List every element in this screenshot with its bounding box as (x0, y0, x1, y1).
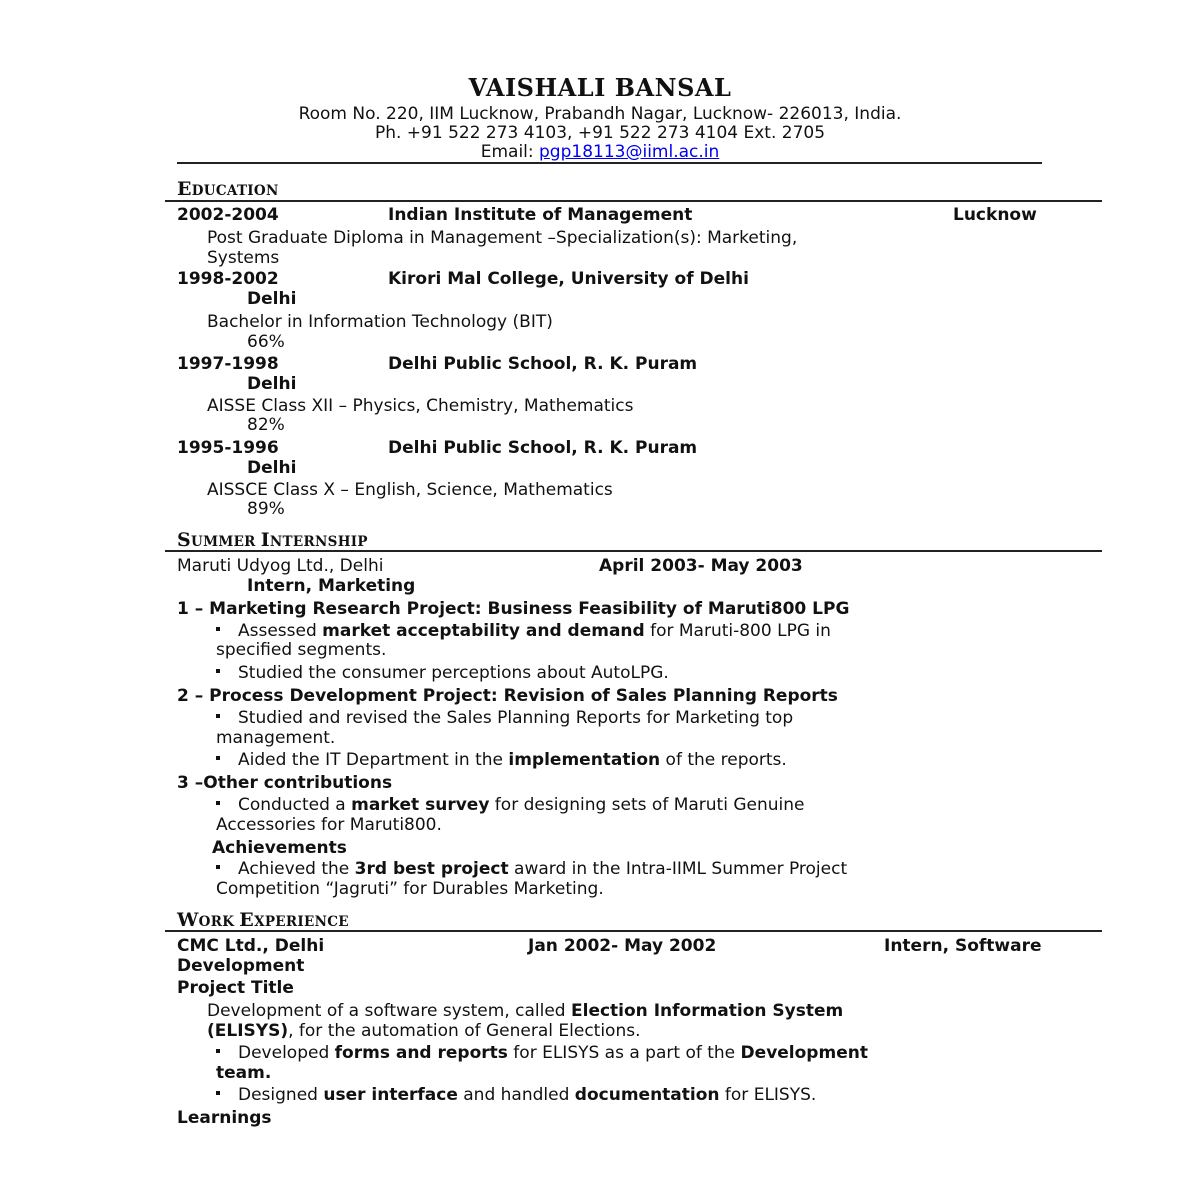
email-link[interactable]: pgp18113@iiml.ac.in (539, 142, 720, 162)
edu-score: 66% (247, 332, 285, 352)
internship-dates: April 2003- May 2003 (599, 556, 803, 576)
edu-detail-cont: Systems (207, 248, 280, 268)
edu-score: 82% (247, 415, 285, 435)
edu-score: 89% (247, 499, 285, 519)
candidate-name: VAISHALI BANSAL (468, 73, 732, 102)
bullet-item: Developed forms and reports for ELISYS as a part of the Development (216, 1043, 868, 1063)
bullet-item: Assessed market acceptability and demand for Maruti-800 LPG in (216, 621, 831, 641)
edu-place: Lucknow (953, 205, 1037, 225)
project-description: Development of a software system, called Election Information System (207, 1001, 844, 1021)
bullet-icon (216, 627, 220, 631)
achievements-label: Achievements (212, 838, 347, 858)
bullet-icon (216, 865, 220, 869)
phone: Ph. +91 522 273 4103, +91 522 273 4104 Ext. 2705 (374, 123, 826, 143)
bullet-icon (216, 1049, 220, 1053)
project-title: 3 –Other contributions (177, 773, 393, 793)
edu-detail: AISSCE Class X – English, Science, Mathematics (207, 480, 613, 500)
edu-place: Delhi (247, 458, 297, 478)
email-label: Email: (480, 142, 540, 162)
bullet-item: Studied and revised the Sales Planning Reports for Marketing top (216, 708, 793, 728)
work-role: Intern, Software (884, 936, 1042, 956)
bullet-icon (216, 801, 220, 805)
bullet-item: Conducted a market survey for designing sets of Maruti Genuine (216, 795, 805, 815)
address: Room No. 220, IIM Lucknow, Prabandh Nagar, Lucknow- 226013, India. (298, 104, 902, 124)
work-divider (165, 930, 1102, 932)
bullet-item-cont: team. (216, 1063, 272, 1083)
edu-place: Delhi (247, 289, 297, 309)
bullet-icon (216, 1091, 220, 1095)
edu-years: 1998-2002 (177, 269, 279, 289)
bullet-item: Studied the consumer perceptions about AutoLPG. (216, 663, 669, 683)
work-role-cont: Development (177, 956, 305, 976)
edu-detail: AISSE Class XII – Physics, Chemistry, Mathematics (207, 396, 634, 416)
edu-institution: Delhi Public School, R. K. Puram (388, 438, 698, 458)
bullet-item-cont: Accessories for Maruti800. (216, 815, 442, 835)
header-divider (177, 162, 1042, 164)
bullet-icon (216, 756, 220, 760)
project-description-cont: (ELISYS), for the automation of General Elections. (207, 1021, 641, 1041)
learnings-label: Learnings (177, 1108, 272, 1128)
bullet-item-cont: specified segments. (216, 640, 387, 660)
edu-years: 1995-1996 (177, 438, 279, 458)
email-line (0, 142, 1200, 162)
edu-place: Delhi (247, 374, 297, 394)
bullet-item: Designed user interface and handled documentation for ELISYS. (216, 1085, 816, 1105)
bullet-item-cont: Competition “Jagruti” for Durables Marketing. (216, 879, 604, 899)
work-company: CMC Ltd., Delhi (177, 936, 325, 956)
internship-divider (165, 550, 1102, 552)
bullet-item: Achieved the 3rd best project award in the Intra-IIML Summer Project (216, 859, 847, 879)
project-title: 2 – Process Development Project: Revision of Sales Planning Reports (177, 686, 838, 706)
edu-detail: Bachelor in Information Technology (BIT) (207, 312, 553, 332)
internship-role: Intern, Marketing (247, 576, 416, 596)
bullet-icon (216, 714, 220, 718)
bullet-icon (216, 669, 220, 673)
work-heading: WORK EXPERIENCE (177, 909, 349, 931)
edu-institution: Indian Institute of Management (388, 205, 693, 225)
project-title: 1 – Marketing Research Project: Business Feasibility of Maruti800 LPG (177, 599, 850, 619)
work-dates: Jan 2002- May 2002 (528, 936, 717, 956)
education-divider (165, 200, 1102, 202)
edu-detail: Post Graduate Diploma in Management –Specialization(s): Marketing, (207, 228, 798, 248)
edu-years: 1997-1998 (177, 354, 279, 374)
internship-heading: SUMMER INTERNSHIP (177, 529, 368, 551)
project-title-label: Project Title (177, 978, 294, 998)
internship-company: Maruti Udyog Ltd., Delhi (177, 556, 384, 576)
edu-years: 2002-2004 (177, 205, 279, 225)
education-heading: EDUCATION (177, 178, 279, 200)
edu-institution: Delhi Public School, R. K. Puram (388, 354, 698, 374)
edu-institution: Kirori Mal College, University of Delhi (388, 269, 749, 289)
bullet-item-cont: management. (216, 728, 336, 748)
bullet-item: Aided the IT Department in the implementation of the reports. (216, 750, 787, 770)
